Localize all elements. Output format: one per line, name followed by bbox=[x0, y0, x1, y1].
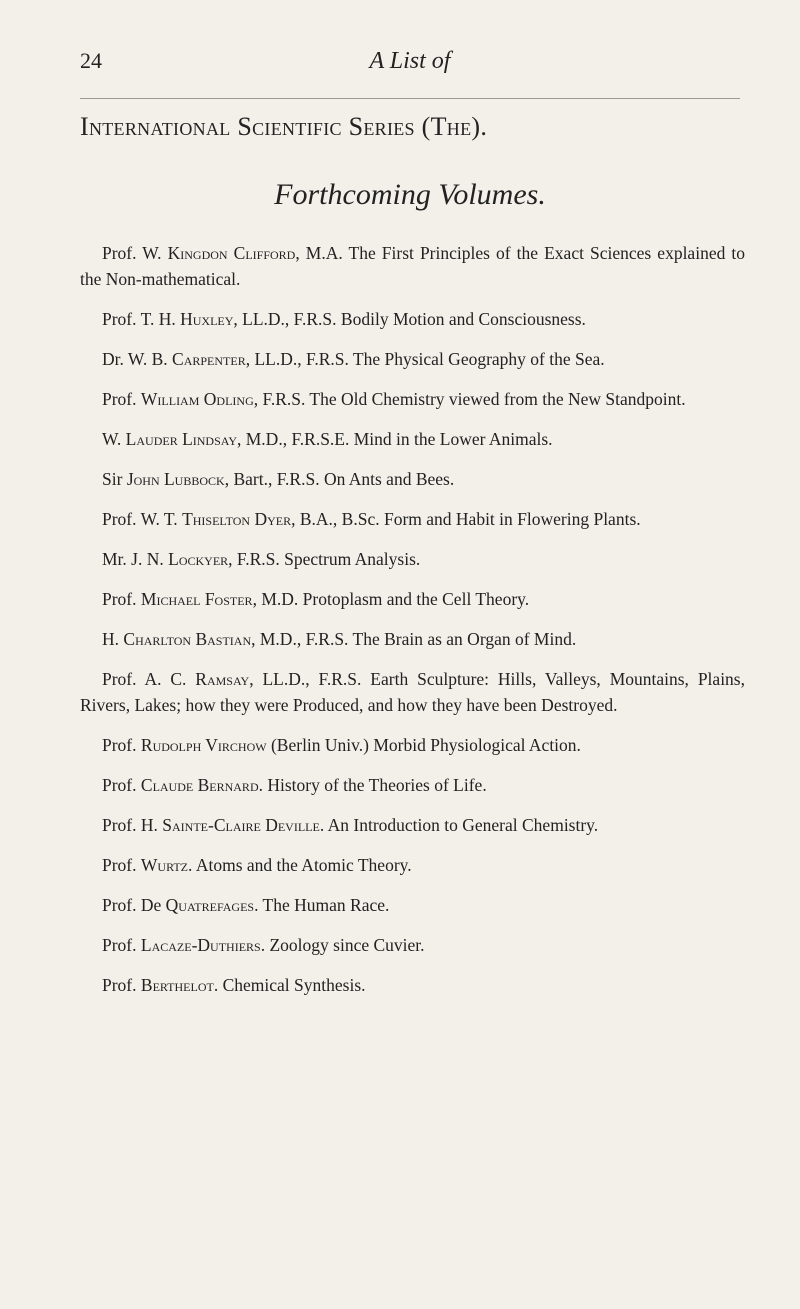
author-name: Rudolph Virchow bbox=[140, 735, 267, 755]
book-title: The First Principles of the Exact Sciences explained to the Non-mathematical. bbox=[80, 243, 746, 289]
running-head bbox=[80, 48, 740, 78]
author-name: Ramsay bbox=[195, 669, 250, 689]
author-name: Wurtz bbox=[140, 855, 189, 875]
author-name: Claude Bernard bbox=[140, 775, 259, 795]
list-item: Prof. Wurtz. Atoms and the Atomic Theory. bbox=[102, 855, 412, 875]
book-title: Zoology since Cuvier. bbox=[269, 935, 425, 955]
author-name: Quatrefages bbox=[165, 895, 255, 915]
book-title: Spectrum Analysis. bbox=[284, 549, 421, 569]
author-name: Lockyer bbox=[168, 549, 229, 569]
book-title: Chemical Synthesis. bbox=[222, 975, 366, 995]
list-item: Prof. T. H. Huxley, LL.D., F.R.S. Bodily Motion and Consciousness. bbox=[102, 309, 586, 329]
list-item: Prof. Claude Bernard. History of the Theories of Life. bbox=[102, 775, 487, 795]
author-name: Carpenter bbox=[172, 349, 246, 369]
book-title: Morbid Physiological Action. bbox=[373, 735, 581, 755]
list-item: Sir John Lubbock, Bart., F.R.S. On Ants and Bees. bbox=[102, 469, 455, 489]
list-item: Dr. W. B. Carpenter, LL.D., F.R.S. The Physical Geography of the Sea. bbox=[102, 349, 605, 369]
book-title: The Brain as an Organ of Mind. bbox=[352, 629, 577, 649]
list-item: W. Lauder Lindsay, M.D., F.R.S.E. Mind in the Lower Animals. bbox=[102, 429, 553, 449]
author-name: Thiselton Dyer bbox=[182, 509, 292, 529]
author-name: Lauder Lindsay bbox=[125, 429, 237, 449]
list-item: Prof. H. Sainte-Claire Deville. An Introduction to General Chemistry. bbox=[102, 815, 599, 835]
author-name: Michael Foster bbox=[140, 589, 253, 609]
section-heading: Forthcoming Volumes. bbox=[274, 178, 546, 211]
book-title: The Old Chemistry viewed from the New Standpoint. bbox=[309, 389, 686, 409]
running-title: A List of bbox=[369, 48, 451, 74]
list-item: Prof. De Quatrefages. The Human Race. bbox=[102, 895, 390, 915]
book-title: Atoms and the Atomic Theory. bbox=[195, 855, 412, 875]
list-item: Prof. A. C. Ramsay, LL.D., F.R.S. Earth Sculpture: Hills, Valleys, Mountains, Plains, Rivers, Lakes; how they were Produced, and how they have been Destroyed. bbox=[80, 669, 745, 715]
author-name: Sainte-Claire Deville bbox=[162, 815, 320, 835]
book-title: History of the Theories of Life. bbox=[267, 775, 487, 795]
author-name: John Lubbock bbox=[126, 469, 225, 489]
book-title: Protoplasm and the Cell Theory. bbox=[302, 589, 530, 609]
list-item: Prof. Michael Foster, M.D. Protoplasm and the Cell Theory. bbox=[102, 589, 530, 609]
book-title: On Ants and Bees. bbox=[323, 469, 455, 489]
book-title: Form and Habit in Flowering Plants. bbox=[383, 509, 641, 529]
author-name: Lacaze-Duthiers bbox=[140, 935, 261, 955]
book-title: Bodily Motion and Consciousness. bbox=[340, 309, 586, 329]
entries-list bbox=[80, 240, 745, 1012]
list-item: Prof. Berthelot. Chemical Synthesis. bbox=[102, 975, 366, 995]
author-name: Huxley bbox=[180, 309, 234, 329]
book-title: The Human Race. bbox=[262, 895, 390, 915]
list-item: H. Charlton Bastian, M.D., F.R.S. The Brain as an Organ of Mind. bbox=[102, 629, 577, 649]
list-item: Prof. W. T. Thiselton Dyer, B.A., B.Sc. Form and Habit in Flowering Plants. bbox=[102, 509, 641, 529]
series-title: International Scientific Series (The). bbox=[80, 112, 488, 141]
list-item: Prof. Lacaze-Duthiers. Zoology since Cuvier. bbox=[102, 935, 425, 955]
book-title: An Introduction to General Chemistry. bbox=[327, 815, 599, 835]
author-name: William Odling bbox=[140, 389, 254, 409]
list-item: Prof. William Odling, F.R.S. The Old Chemistry viewed from the New Standpoint. bbox=[102, 389, 686, 409]
author-name: Berthelot bbox=[140, 975, 214, 995]
list-item: Prof. Rudolph Virchow (Berlin Univ.) Morbid Physiological Action. bbox=[102, 735, 581, 755]
page-number: 24 bbox=[80, 48, 102, 73]
book-title: Earth Sculpture: Hills, Valleys, Mountains, Plains, Rivers, Lakes; how they were Produced, and how they have been Destroyed. bbox=[80, 669, 745, 715]
header-rule bbox=[80, 98, 740, 99]
book-title: The Physical Geography of the Sea. bbox=[352, 349, 605, 369]
author-name: Kingdon Clifford bbox=[167, 243, 296, 263]
list-item: Prof. W. Kingdon Clifford, M.A. The First Principles of the Exact Sciences explained to the Non-mathematical. bbox=[80, 243, 746, 289]
author-name: Charlton Bastian bbox=[123, 629, 252, 649]
list-item: Mr. J. N. Lockyer, F.R.S. Spectrum Analysis. bbox=[102, 549, 421, 569]
book-title: Mind in the Lower Animals. bbox=[353, 429, 553, 449]
